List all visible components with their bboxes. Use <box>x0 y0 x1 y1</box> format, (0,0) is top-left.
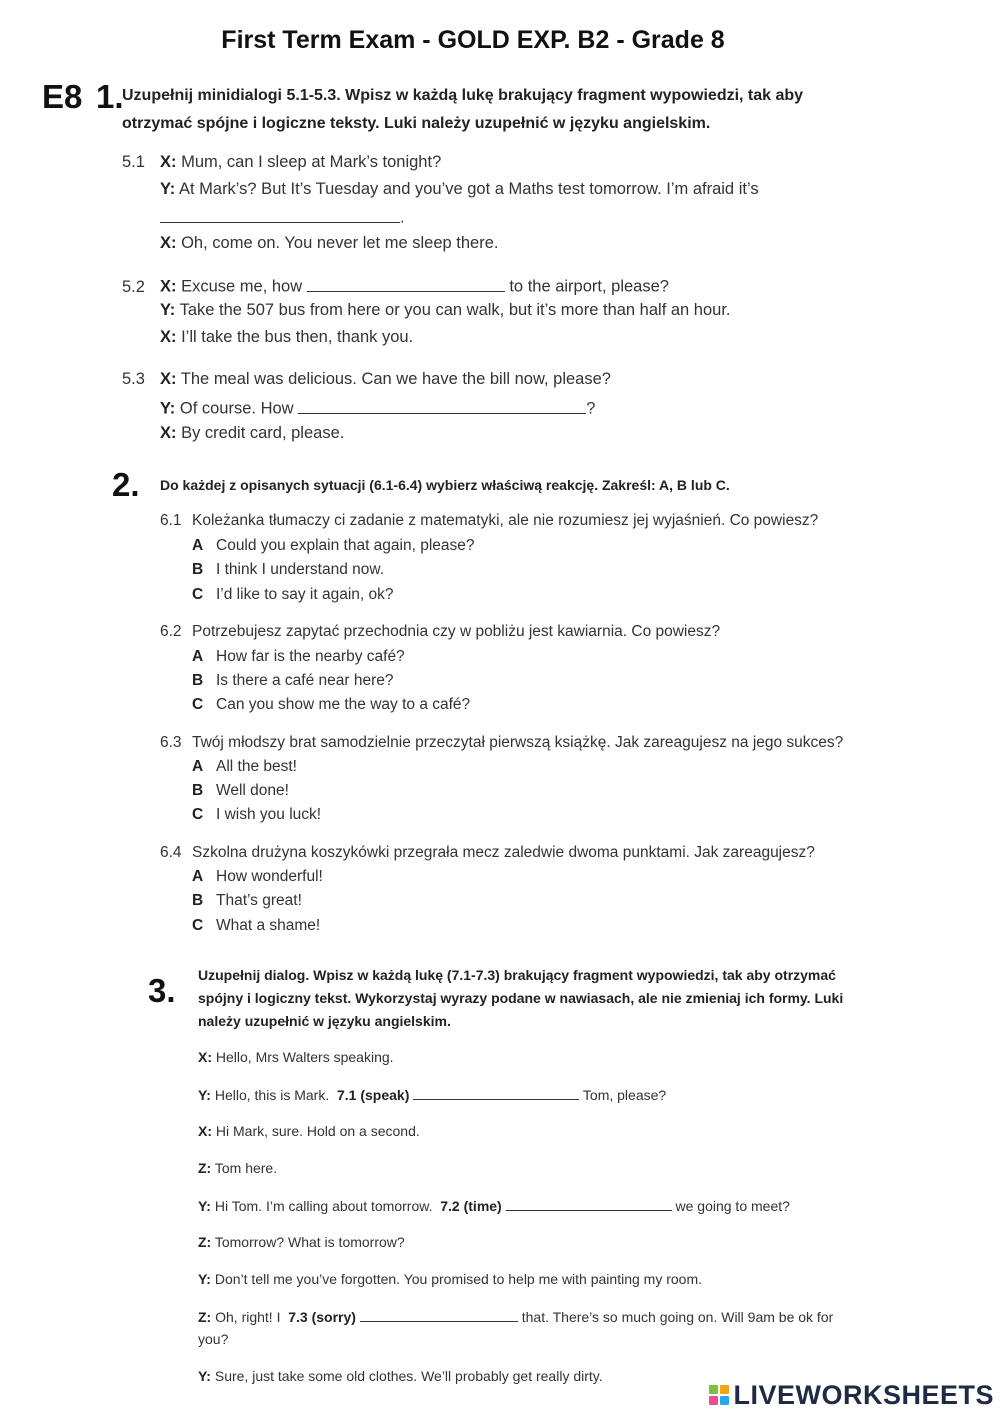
logo-text: LIVEWORKSHEETS <box>733 1379 994 1410</box>
dialog-text: Mum, can I sleep at Mark’s tonight? <box>181 153 442 171</box>
question-number: 6.2 <box>160 623 182 640</box>
option-letter: B <box>192 561 204 578</box>
question-number: 6.1 <box>160 512 182 529</box>
option-6-1-c[interactable] <box>192 586 394 604</box>
logo-square-blue <box>720 1396 729 1405</box>
dialog-text: By credit card, please. <box>181 424 345 442</box>
dialog-text: Excuse me, how <box>181 277 303 296</box>
section-1-instruction-line-1: Uzupełnij minidialogi 5.1-5.3. Wpisz w każdą lukę brakujący fragment wypowiedzi, tak aby <box>122 87 804 104</box>
option-text: All the best! <box>216 758 297 775</box>
item-5-3-line-2 <box>160 397 595 419</box>
dialog-text: Sure, just take some old clothes. We’ll probably get really dirty. <box>214 1368 603 1384</box>
speaker-label: Y: <box>160 180 176 198</box>
option-text: I’d like to say it again, ok? <box>216 586 394 603</box>
dialog-text: we going to meet? <box>675 1198 790 1214</box>
option-text: Is there a café near here? <box>216 672 394 689</box>
gap-hint: 7.1 (speak) <box>337 1087 410 1103</box>
answer-blank-5-1[interactable] <box>160 206 400 223</box>
dialog-line <box>198 1234 405 1250</box>
question-text: Twój młodszy brat samodzielnie przeczytał pierwszą książkę. Jak zareagujesz na jego sukces? <box>192 734 844 751</box>
answer-blank-5-3[interactable] <box>298 397 586 414</box>
option-text: How wonderful! <box>216 868 323 885</box>
dialog-text: Hi Tom. I’m calling about tomorrow. <box>214 1198 433 1214</box>
question-6-3 <box>160 734 843 752</box>
speaker-label: X: <box>160 277 177 296</box>
dialog-text: Hello, this is Mark. <box>214 1087 330 1103</box>
option-text: How far is the nearby café? <box>216 648 405 665</box>
speaker-label: Y: <box>198 1198 211 1214</box>
dialog-text: At Mark’s? But It’s Tuesday and you’ve got a Maths test tomorrow. I’m afraid it’s <box>178 180 759 198</box>
question-text: Koleżanka tłumaczy ci zadanie z matematyki, ale nie rozumiesz jej wyjaśnień. Co powiesz? <box>192 512 819 529</box>
dialog-text: Of course. How <box>179 399 294 418</box>
option-6-4-a[interactable] <box>192 868 323 886</box>
speaker-label: Z: <box>198 1160 212 1176</box>
dialog-text: Hi Mark, sure. Hold on a second. <box>215 1123 420 1139</box>
option-letter: C <box>192 917 204 934</box>
speaker-label: Y: <box>160 301 176 319</box>
question-6-1 <box>160 512 818 530</box>
dialog-text: Tomorrow? What is tomorrow? <box>214 1234 405 1250</box>
item-number: 5.3 <box>122 370 145 388</box>
dialog-text: ? <box>586 399 596 418</box>
section-3-instruction-line-3: należy uzupełnić w języku angielskim. <box>198 1013 451 1029</box>
option-6-1-a[interactable] <box>192 537 475 555</box>
section-3-number: 3. <box>148 972 176 1009</box>
speaker-label: Z: <box>198 1309 212 1325</box>
option-text: Could you explain that again, please? <box>216 537 475 554</box>
item-5-1-line-3 <box>160 206 405 228</box>
option-letter: C <box>192 586 204 603</box>
dialog-text: Oh, right! I <box>215 1309 281 1325</box>
gap-hint: 7.3 (sorry) <box>288 1309 356 1325</box>
option-letter: B <box>192 892 204 909</box>
speaker-label: Y: <box>198 1368 211 1384</box>
option-letter: A <box>192 537 204 554</box>
option-6-3-b[interactable] <box>192 782 289 800</box>
option-letter: A <box>192 758 204 775</box>
dialog-line <box>198 1160 277 1176</box>
question-text: Potrzebujesz zapytać przechodnia czy w pobliżu jest kawiarnia. Co powiesz? <box>192 623 721 640</box>
dialog-text: Tom, please? <box>582 1087 667 1103</box>
item-5-1-line-1 <box>122 153 441 172</box>
question-6-4 <box>160 844 815 862</box>
dialog-text: Don’t tell me you’ve forgotten. You promised to help me with painting my room. <box>214 1271 703 1287</box>
item-5-3-line-1 <box>122 370 611 389</box>
option-6-4-c[interactable] <box>192 917 320 935</box>
item-5-2-line-2 <box>160 301 731 320</box>
dialog-text: Oh, come on. You never let me sleep there. <box>181 234 499 252</box>
page-title: First Term Exam - GOLD EXP. B2 - Grade 8 <box>221 26 725 54</box>
dialog-line <box>198 1308 833 1325</box>
speaker-label: X: <box>160 328 177 346</box>
speaker-label: X: <box>160 424 177 442</box>
option-letter: B <box>192 672 204 689</box>
option-letter: B <box>192 782 204 799</box>
dialog-text: Take the 507 bus from here or you can walk, but it’s more than half an hour. <box>179 301 731 319</box>
dialog-line <box>198 1368 603 1384</box>
answer-blank-7-3[interactable] <box>360 1308 518 1322</box>
dialog-line <box>198 1197 790 1214</box>
dialog-line <box>198 1086 666 1103</box>
section-2-instruction: Do każdej z opisanych sytuacji (6.1-6.4) wybierz właściwą reakcję. Zakreśl: A, B lub C. <box>160 477 730 493</box>
option-text: That’s great! <box>216 892 302 909</box>
item-5-3-line-3 <box>160 424 344 443</box>
section-1-instruction-line-2: otrzymać spójne i logiczne teksty. Luki należy uzupełnić w języku angielskim. <box>122 115 711 132</box>
speaker-label: Y: <box>160 399 176 418</box>
speaker-label: Z: <box>198 1234 212 1250</box>
exam-code: E8 <box>42 78 83 115</box>
dialog-text: that. There’s so much going on. Will 9am be ok for <box>521 1309 834 1325</box>
option-letter: C <box>192 806 204 823</box>
logo-square-orange <box>720 1385 729 1394</box>
speaker-label: Y: <box>198 1271 211 1287</box>
gap-hint: 7.2 (time) <box>440 1198 502 1214</box>
item-number: 5.1 <box>122 153 145 171</box>
option-letter: A <box>192 868 204 885</box>
option-6-2-a[interactable] <box>192 648 405 666</box>
answer-blank-5-2[interactable] <box>307 275 505 292</box>
option-6-2-b[interactable] <box>192 672 394 690</box>
option-text: What a shame! <box>216 917 321 934</box>
option-6-3-a[interactable] <box>192 758 297 776</box>
dialog-text: . <box>400 208 405 227</box>
item-5-1-line-2 <box>160 180 759 199</box>
question-number: 6.4 <box>160 844 182 861</box>
logo-square-green <box>709 1385 718 1394</box>
logo-square-pink <box>709 1396 718 1405</box>
question-number: 6.3 <box>160 734 182 751</box>
speaker-label: X: <box>160 370 177 388</box>
item-5-2-line-1 <box>122 275 669 297</box>
section-3-instruction-line-2: spójny i logiczny tekst. Wykorzystaj wyrazy podane w nawiasach, ale nie zmieniaj ich formy. Luki <box>198 990 844 1006</box>
option-text: Well done! <box>216 782 289 799</box>
item-number: 5.2 <box>122 277 145 296</box>
item-5-2-line-3 <box>160 328 413 347</box>
dialog-text: Tom here. <box>214 1160 278 1176</box>
dialog-line-continued: you? <box>198 1331 229 1347</box>
option-6-4-b[interactable] <box>192 892 302 910</box>
answer-blank-7-1[interactable] <box>413 1086 579 1100</box>
liveworksheets-logo-icon <box>709 1385 729 1405</box>
section-3-instruction-line-1: Uzupełnij dialog. Wpisz w każdą lukę (7.1-7.3) brakujący fragment wypowiedzi, tak aby otrzymać <box>198 967 836 983</box>
dialog-text: Hello, Mrs Walters speaking. <box>215 1049 394 1065</box>
section-2-number: 2. <box>112 466 140 503</box>
option-text: Can you show me the way to a café? <box>216 696 471 713</box>
liveworksheets-logo[interactable] <box>709 1378 994 1412</box>
speaker-label: Y: <box>198 1087 211 1103</box>
question-6-2 <box>160 623 720 641</box>
option-6-3-c[interactable] <box>192 806 321 824</box>
dialog-text: I’ll take the bus then, thank you. <box>181 328 414 346</box>
item-5-1-line-4 <box>160 234 498 253</box>
option-text: I wish you luck! <box>216 806 322 823</box>
dialog-text: The meal was delicious. Can we have the bill now, please? <box>180 370 611 388</box>
speaker-label: X: <box>160 153 177 171</box>
option-6-2-c[interactable] <box>192 696 470 714</box>
option-letter: A <box>192 648 204 665</box>
speaker-label: X: <box>198 1123 212 1139</box>
question-text: Szkolna drużyna koszykówki przegrała mecz zaledwie dwoma punktami. Jak zareagujesz? <box>192 844 815 861</box>
option-letter: C <box>192 696 204 713</box>
answer-blank-7-2[interactable] <box>506 1197 672 1211</box>
dialog-line <box>198 1271 702 1287</box>
option-text: I think I understand now. <box>216 561 385 578</box>
speaker-label: X: <box>198 1049 212 1065</box>
option-6-1-b[interactable] <box>192 561 384 579</box>
dialog-line <box>198 1049 394 1065</box>
section-1-number: 1. <box>96 78 124 115</box>
dialog-line <box>198 1123 420 1139</box>
dialog-text: to the airport, please? <box>509 277 669 296</box>
speaker-label: X: <box>160 234 177 252</box>
